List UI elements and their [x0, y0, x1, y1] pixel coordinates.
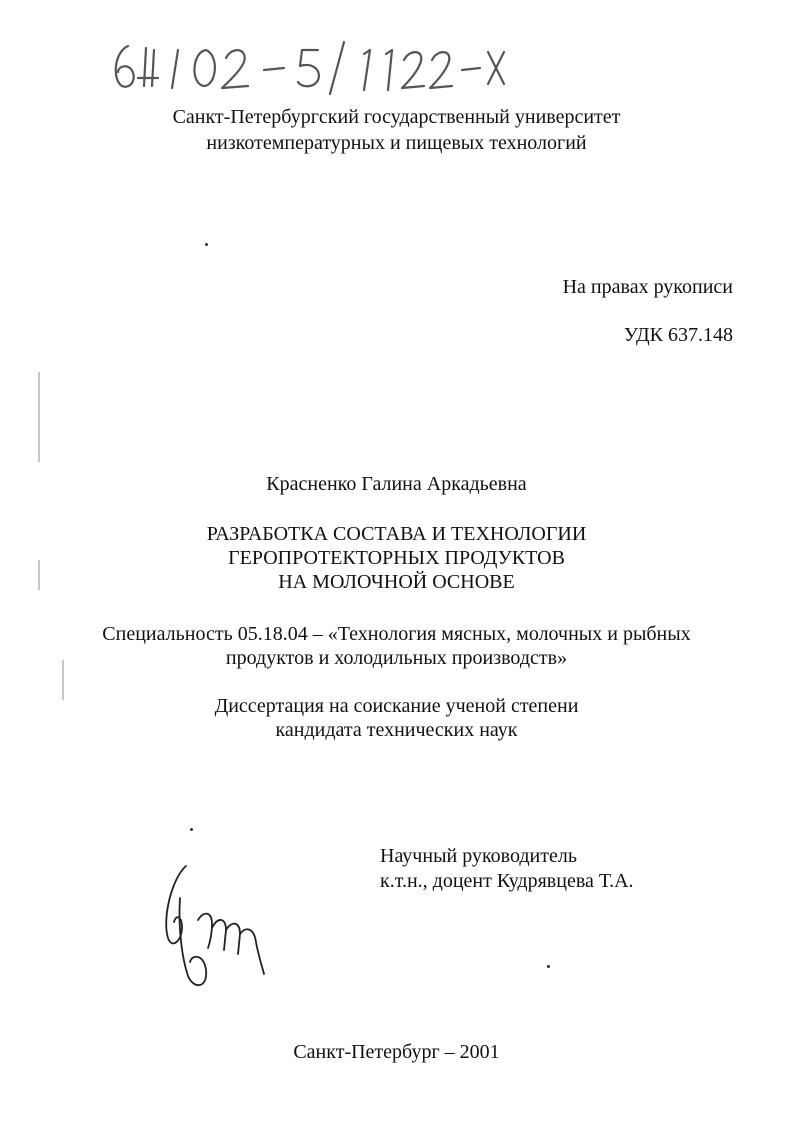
- specialty-line1: Специальность 05.18.04 – «Технология мясных, молочных и рыбных: [102, 623, 691, 645]
- thesis-title-line3: НА МОЛОЧНОЙ ОСНОВЕ: [278, 571, 515, 593]
- advisor-label: Научный руководитель: [380, 845, 577, 867]
- scan-speck: [547, 965, 550, 968]
- udk-code: УДК 637.148: [623, 324, 733, 346]
- scan-edge-mark: [38, 372, 40, 462]
- dissertation-line1: Диссертация на соискание ученой степени: [214, 695, 579, 717]
- place-and-year: Санкт-Петербург – 2001: [293, 1041, 500, 1063]
- specialty-line2: продуктов и холодильных производств»: [225, 647, 568, 669]
- advisor-name: к.т.н., доцент Кудрявцева Т.А.: [380, 870, 634, 892]
- scan-speck: [205, 243, 208, 246]
- university-name-line1: Санкт-Петербургский государственный университет: [172, 106, 621, 128]
- rights-notice: На правах рукописи: [562, 276, 733, 298]
- dissertation-line2: кандидата технических наук: [275, 719, 518, 741]
- thesis-title-line1: РАЗРАБОТКА СОСТАВА И ТЕХНОЛОГИИ: [206, 523, 587, 545]
- author-name: Красненко Галина Аркадьевна: [266, 473, 527, 495]
- handwritten-archive-code: [108, 28, 508, 100]
- university-name-line2: низкотемпературных и пищевых технологий: [206, 132, 587, 154]
- scan-speck: [190, 828, 193, 831]
- thesis-title-line2: ГЕРОПРОТЕКТОРНЫХ ПРОДУКТОВ: [228, 547, 565, 569]
- signature: [158, 858, 268, 993]
